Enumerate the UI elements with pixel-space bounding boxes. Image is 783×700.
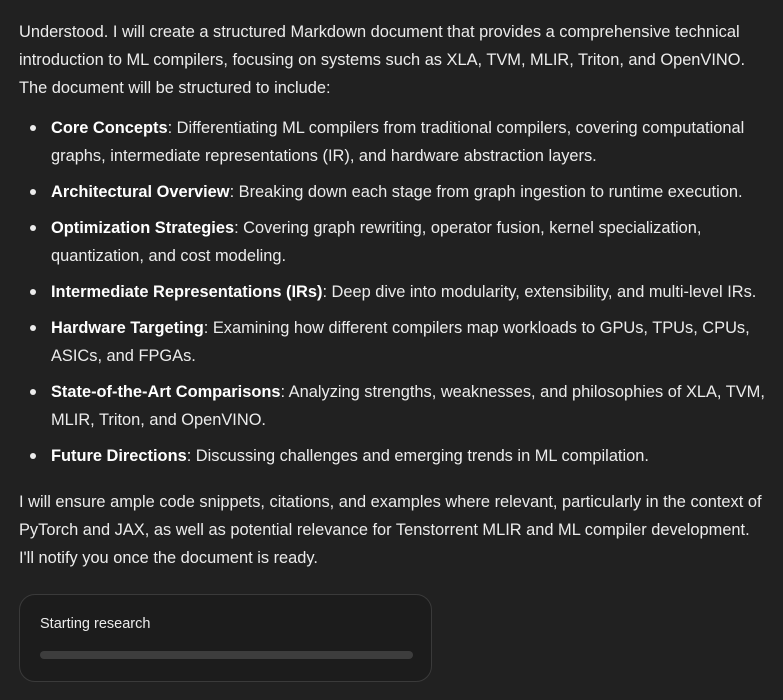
bullet-title: Core Concepts xyxy=(51,119,168,137)
bullet-text: : Analyzing strengths, weaknesses, and philosophies of XLA, TVM, MLIR, Triton, and OpenVINO. xyxy=(51,383,765,429)
research-status-card[interactable] xyxy=(19,594,432,682)
list-item xyxy=(19,378,769,434)
bullet-dot-icon xyxy=(30,289,36,295)
bullet-dot-icon xyxy=(30,225,36,231)
research-progress-bar xyxy=(40,651,413,659)
list-item xyxy=(19,314,769,370)
bullet-dot-icon xyxy=(30,325,36,331)
bullet-title: Future Directions xyxy=(51,447,187,465)
bullet-dot-icon xyxy=(30,389,36,395)
research-status-label: Starting research xyxy=(40,616,151,632)
message-outro: I will ensure ample code snippets, citations, and examples where relevant, particularly in the context of PyTorch and JAX, as well as potential relevance for Tenstorrent MLIR and ML compiler development. I'll notify you once the document is ready. xyxy=(19,493,762,567)
bullet-text: : Differentiating ML compilers from traditional compilers, covering computational graphs, intermediate representations (IR), and hardware abstraction layers. xyxy=(51,119,745,165)
bullet-text: : Breaking down each stage from graph ingestion to runtime execution. xyxy=(229,183,743,201)
bullet-title: Architectural Overview xyxy=(51,183,230,201)
bullet-dot-icon xyxy=(30,125,36,131)
bullet-dot-icon xyxy=(30,453,36,459)
bullet-title: Intermediate Representations (IRs) xyxy=(51,283,323,301)
list-item xyxy=(19,178,769,206)
bullet-text: : Discussing challenges and emerging trends in ML compilation. xyxy=(186,447,649,465)
bullet-text: : Deep dive into modularity, extensibility, and multi-level IRs. xyxy=(322,283,757,301)
bullet-text: : Covering graph rewriting, operator fusion, kernel specialization, quantization, and cost modeling. xyxy=(51,219,702,265)
list-item xyxy=(19,442,769,470)
bullet-title: Hardware Targeting xyxy=(51,319,204,337)
bullet-title: Optimization Strategies xyxy=(51,219,235,237)
assistant-message xyxy=(19,18,769,572)
bullet-dot-icon xyxy=(30,189,36,195)
bullet-title: State-of-the-Art Comparisons xyxy=(51,383,281,401)
list-item xyxy=(19,278,769,306)
bullet-text: : Examining how different compilers map workloads to GPUs, TPUs, CPUs, ASICs, and FPGAs. xyxy=(51,319,750,365)
list-item xyxy=(19,214,769,270)
message-intro: Understood. I will create a structured Markdown document that provides a comprehensive technical introduction to ML compilers, focusing on systems such as XLA, TVM, MLIR, Triton, and OpenVINO. The document will be structured to include: xyxy=(19,23,746,97)
bullet-list xyxy=(19,114,769,470)
list-item xyxy=(19,114,769,170)
